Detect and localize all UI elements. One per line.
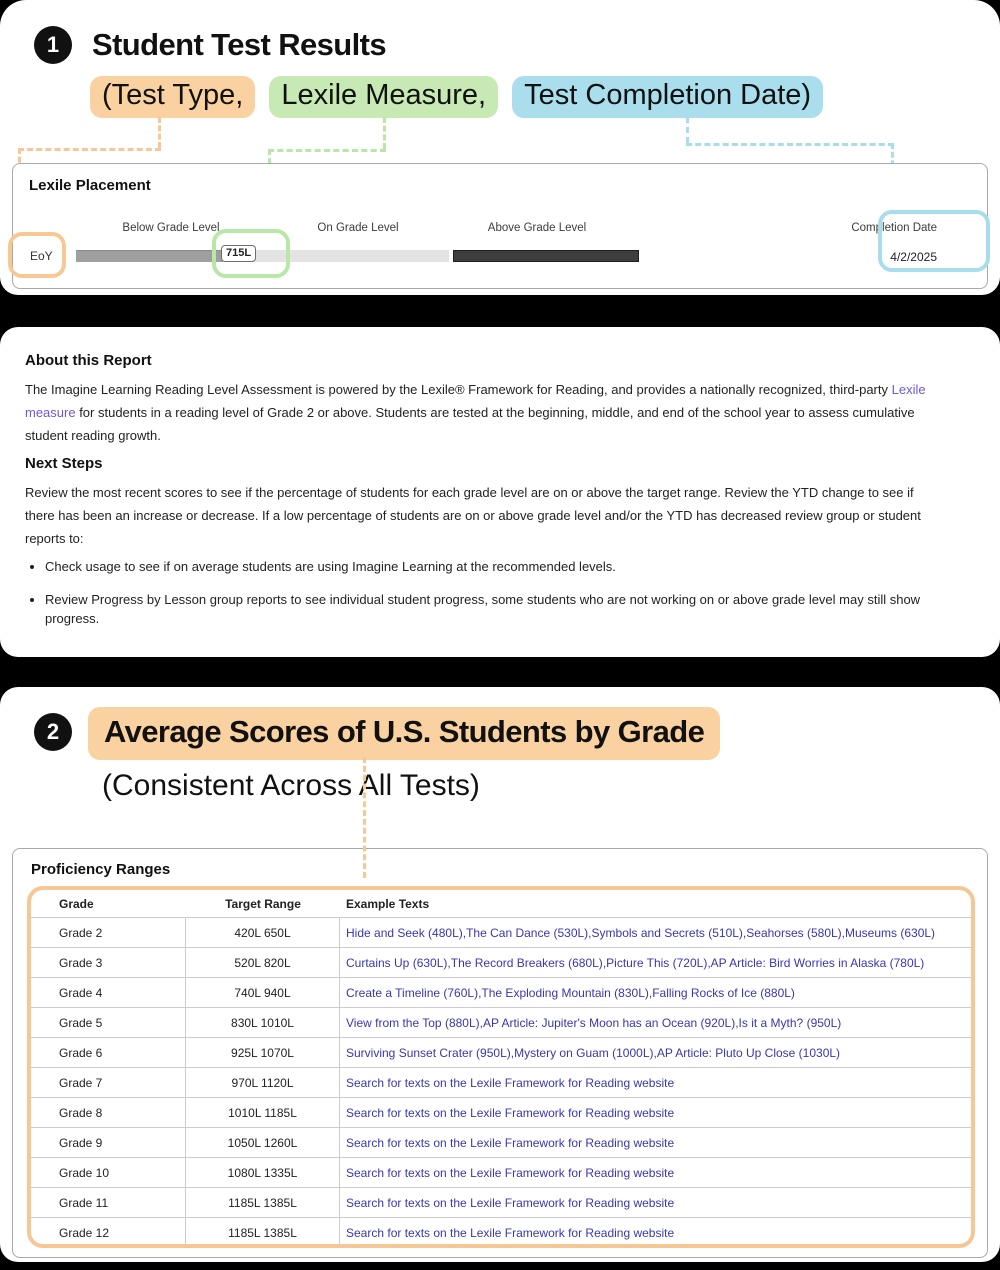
target-range-cell: 970L 1120L bbox=[186, 1068, 340, 1097]
table-row bbox=[29, 917, 973, 947]
test-type-annotation-box bbox=[8, 232, 66, 278]
test-type-highlight: (Test Type, bbox=[90, 76, 255, 118]
next-steps-paragraph: Review the most recent scores to see if the percentage of students for each grade level are on or above the target range. Review the YTD change to see if there has been an increase or decrease. If a low percentage of students are on or above grade level and/or the YTD has decreased review group or student reports to: bbox=[25, 485, 921, 546]
test-type-callout-line bbox=[158, 117, 161, 148]
lexile-placement-panel bbox=[12, 163, 988, 289]
example-text-link[interactable]: Seahorses (580L) bbox=[746, 925, 842, 940]
example-texts-cell bbox=[340, 1016, 973, 1030]
target-range-cell: 1010L 1185L bbox=[186, 1098, 340, 1127]
link-separator: , bbox=[510, 1045, 515, 1060]
proficiency-ranges-card bbox=[0, 687, 1000, 1262]
about-report-heading: About this Report bbox=[25, 352, 152, 369]
link-separator: , bbox=[841, 925, 845, 940]
example-text-link[interactable]: Curtains Up (630L) bbox=[346, 955, 448, 970]
link-separator: , bbox=[478, 985, 482, 1000]
example-text-link[interactable]: AP Article: Bird Worries in Alaska (780L) bbox=[710, 955, 925, 970]
target-range-cell: 420L 650L bbox=[186, 918, 340, 947]
about-text-after-link: for students in a reading level of Grade 2 or above. Students are tested at the beginning, middle, and end of the school year to assess cumulative student reading growth. bbox=[25, 405, 915, 443]
example-text-link[interactable]: The Can Dance (530L) bbox=[466, 925, 589, 940]
completion-date-annotation-box bbox=[878, 210, 990, 272]
table-row bbox=[29, 977, 973, 1007]
example-text-link[interactable]: Surviving Sunset Crater (950L) bbox=[346, 1045, 511, 1060]
about-text-before-link: The Imagine Learning Reading Level Assessment is powered by the Lexile® Framework for Reading, and provides a nationally recognized, third-party bbox=[25, 382, 892, 397]
link-separator: , bbox=[735, 1015, 739, 1030]
section-1-badge-number: 1 bbox=[46, 32, 60, 57]
target-range-cell: 1080L 1335L bbox=[186, 1158, 340, 1187]
table-row bbox=[29, 1067, 973, 1097]
section-2-subtitle: (Consistent Across All Tests) bbox=[102, 769, 480, 802]
grade-column-header: Grade bbox=[59, 897, 94, 911]
target-range-cell: 925L 1070L bbox=[186, 1038, 340, 1067]
section-1-subtitle bbox=[90, 76, 823, 118]
grade-cell: Grade 6 bbox=[29, 1038, 186, 1067]
table-row bbox=[29, 1157, 973, 1187]
grade-cell: Grade 12 bbox=[29, 1218, 186, 1247]
lexile-bar-above-segment bbox=[453, 250, 639, 262]
section-2-badge-number: 2 bbox=[46, 719, 60, 744]
example-texts-cell bbox=[340, 1136, 973, 1150]
grade-cell: Grade 11 bbox=[29, 1188, 186, 1217]
grade-cell: Grade 8 bbox=[29, 1098, 186, 1127]
table-row bbox=[29, 1037, 973, 1067]
example-text-link[interactable]: Create a Timeline (760L) bbox=[346, 985, 479, 1000]
link-separator: , bbox=[588, 925, 592, 940]
target-range-cell: 1185L 1385L bbox=[186, 1188, 340, 1217]
link-separator: , bbox=[648, 985, 653, 1000]
link-separator: , bbox=[447, 955, 451, 970]
grade-cell: Grade 7 bbox=[29, 1068, 186, 1097]
section-2-title: Average Scores of U.S. Students by Grade bbox=[88, 707, 720, 760]
completion-date-callout-line bbox=[686, 143, 894, 146]
example-text-link[interactable]: The Record Breakers (680L) bbox=[450, 955, 603, 970]
proficiency-ranges-panel bbox=[12, 848, 988, 1258]
next-steps-bullet: • Check usage to see if on average students are using Imagine Learning at the recommended levels. bbox=[45, 557, 941, 576]
proficiency-table-body bbox=[29, 917, 973, 1247]
table-row bbox=[29, 1127, 973, 1157]
test-type-callout-line bbox=[18, 148, 161, 151]
example-text-link[interactable]: Is it a Myth? (950L) bbox=[738, 1015, 842, 1030]
example-texts-cell bbox=[340, 926, 973, 940]
example-text-link[interactable]: Hide and Seek (480L) bbox=[346, 925, 463, 940]
table-row bbox=[29, 1007, 973, 1037]
example-text-link[interactable]: Search for texts on the Lexile Framework for Reading website bbox=[346, 1135, 675, 1150]
lexile-measure-link[interactable]: Lexile measure bbox=[25, 382, 926, 420]
above-grade-level-label: Above Grade Level bbox=[487, 222, 587, 234]
table-row bbox=[29, 1187, 973, 1217]
test-type-value: EoY bbox=[30, 249, 53, 263]
example-text-link[interactable]: The Exploding Mountain (830L) bbox=[481, 985, 649, 1000]
link-separator: , bbox=[462, 925, 467, 940]
average-scores-callout-line bbox=[363, 757, 366, 878]
lexile-bar-below-segment bbox=[76, 250, 223, 262]
student-test-results-card bbox=[0, 0, 1000, 295]
target-range-column-header: Target Range bbox=[225, 897, 301, 911]
grade-cell: Grade 2 bbox=[29, 918, 186, 947]
table-row bbox=[29, 1217, 973, 1247]
section-2-badge bbox=[34, 713, 72, 751]
link-separator: , bbox=[742, 925, 747, 940]
example-text-link[interactable]: Falling Rocks of Ice (880L) bbox=[652, 985, 795, 1000]
proficiency-ranges-title: Proficiency Ranges bbox=[31, 861, 171, 878]
example-texts-column-header: Example Texts bbox=[346, 897, 430, 911]
link-separator: , bbox=[602, 955, 607, 970]
lexile-measure-callout-line bbox=[268, 149, 386, 152]
target-range-cell: 830L 1010L bbox=[186, 1008, 340, 1037]
section-1-badge bbox=[34, 26, 72, 64]
grade-cell: Grade 3 bbox=[29, 948, 186, 977]
about-report-card bbox=[0, 327, 1000, 657]
below-grade-level-label: Below Grade Level bbox=[122, 222, 220, 234]
example-text-link[interactable]: AP Article: Pluto Up Close (1030L) bbox=[656, 1045, 841, 1060]
section-1-title: Student Test Results bbox=[92, 27, 387, 62]
example-texts-cell bbox=[340, 1076, 973, 1090]
table-row bbox=[29, 947, 973, 977]
example-texts-cell bbox=[340, 1106, 973, 1120]
grade-cell: Grade 10 bbox=[29, 1158, 186, 1187]
lexile-measure-callout-line bbox=[383, 117, 386, 149]
completion-date-callout-line bbox=[686, 117, 689, 143]
link-separator: , bbox=[479, 1015, 483, 1030]
example-texts-cell bbox=[340, 1046, 973, 1060]
example-text-link[interactable]: Mystery on Guam (1000L) bbox=[514, 1045, 654, 1060]
lexile-measure-highlight: Lexile Measure, bbox=[269, 76, 498, 118]
example-texts-cell bbox=[340, 1226, 973, 1240]
example-text-link[interactable]: View from the Top (880L) bbox=[346, 1015, 480, 1030]
example-texts-cell bbox=[340, 1196, 973, 1210]
target-range-cell: 740L 940L bbox=[186, 978, 340, 1007]
completion-date-label: Completion Date bbox=[851, 222, 937, 234]
lexile-measure-annotation-box bbox=[212, 229, 290, 278]
example-texts-cell bbox=[340, 956, 973, 970]
about-report-paragraph bbox=[25, 378, 941, 447]
grade-cell: Grade 5 bbox=[29, 1008, 186, 1037]
lexile-placement-title: Lexile Placement bbox=[29, 177, 151, 194]
next-steps-list bbox=[45, 557, 941, 642]
completion-date-value: 4/2/2025 bbox=[890, 250, 937, 264]
grade-cell: Grade 9 bbox=[29, 1128, 186, 1157]
example-text-link[interactable]: Picture This (720L) bbox=[606, 955, 708, 970]
example-texts-cell bbox=[340, 986, 973, 1000]
example-text-link[interactable]: Museums (630L) bbox=[845, 925, 936, 940]
grade-cell: Grade 4 bbox=[29, 978, 186, 1007]
table-row bbox=[29, 1097, 973, 1127]
link-separator: , bbox=[653, 1045, 657, 1060]
proficiency-table bbox=[29, 891, 973, 1247]
example-text-link[interactable]: Symbols and Secrets (510L) bbox=[591, 925, 743, 940]
target-range-cell: 520L 820L bbox=[186, 948, 340, 977]
example-text-link[interactable]: AP Article: Jupiter's Moon has an Ocean (920L) bbox=[482, 1015, 736, 1030]
example-text-link[interactable]: Search for texts on the Lexile Framework for Reading website bbox=[346, 1225, 675, 1240]
target-range-cell: 1050L 1260L bbox=[186, 1128, 340, 1157]
example-text-link[interactable]: Search for texts on the Lexile Framework for Reading website bbox=[346, 1105, 675, 1120]
completion-date-highlight: Test Completion Date) bbox=[512, 76, 823, 118]
example-text-link[interactable]: Search for texts on the Lexile Framework for Reading website bbox=[346, 1075, 675, 1090]
next-steps-bullet: • Review Progress by Lesson group reports to see individual student progress, some students who are not working on or above grade level may still show progress. bbox=[45, 590, 941, 628]
link-separator: , bbox=[707, 955, 711, 970]
example-texts-cell bbox=[340, 1166, 973, 1180]
example-text-link[interactable]: Search for texts on the Lexile Framework for Reading website bbox=[346, 1195, 675, 1210]
example-text-link[interactable]: Search for texts on the Lexile Framework for Reading website bbox=[346, 1165, 675, 1180]
lexile-measure-marker: 715L bbox=[221, 245, 256, 262]
proficiency-table-header bbox=[29, 891, 973, 917]
on-grade-level-label: On Grade Level bbox=[317, 222, 399, 234]
target-range-cell: 1185L 1385L bbox=[186, 1218, 340, 1247]
next-steps-heading: Next Steps bbox=[25, 455, 103, 472]
